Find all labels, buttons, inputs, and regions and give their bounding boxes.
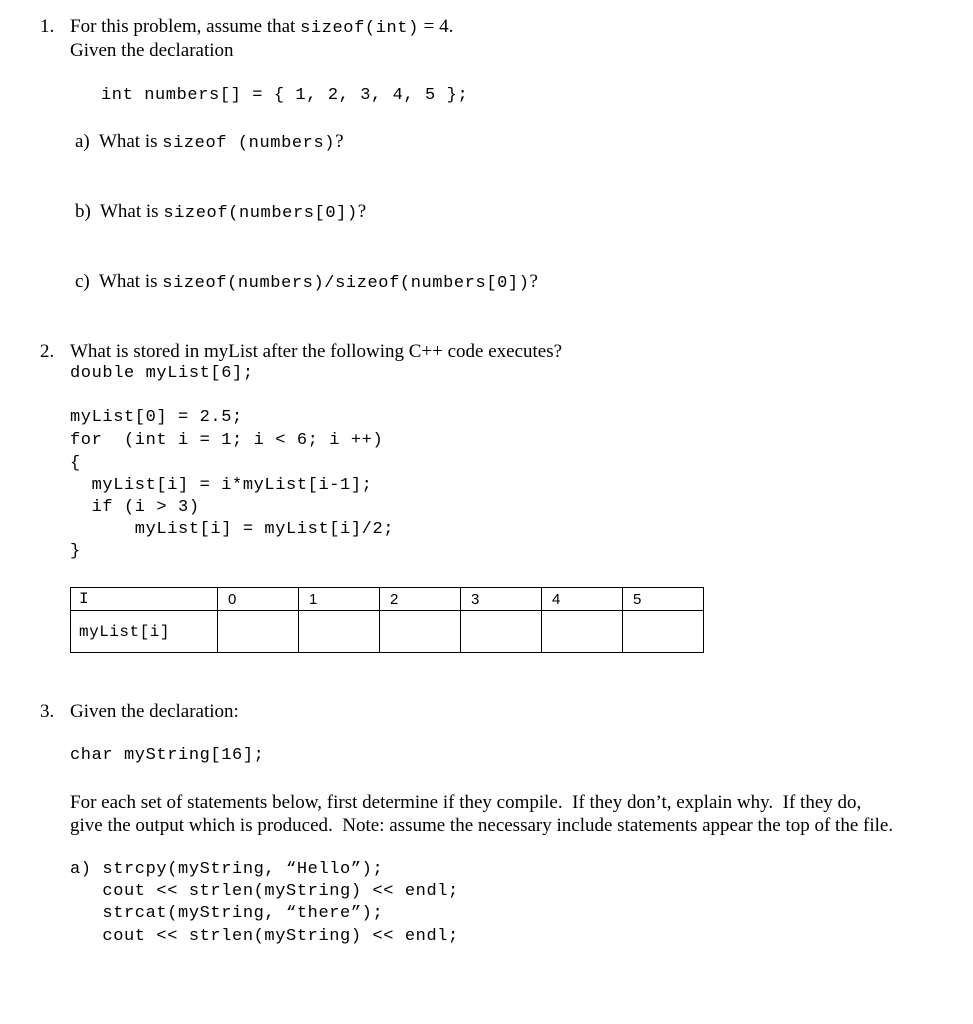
q3-number: 3. [40, 701, 55, 722]
q1-part-c [75, 271, 538, 295]
q1-c-code: sizeof(numbers)/sizeof(numbers[0]) [162, 274, 530, 293]
header-index: 3 [471, 590, 480, 608]
q2-code-line: } [70, 542, 81, 561]
header-index: 2 [390, 590, 399, 608]
q2-code-line: myList[0] = 2.5; [70, 408, 243, 427]
header-label-cell [71, 588, 218, 611]
q1-c-label: c) [75, 271, 90, 292]
q1-part-a [75, 131, 344, 155]
q1-b-code: sizeof(numbers[0]) [163, 204, 358, 223]
header-index-cell [461, 588, 542, 611]
header-index: 5 [633, 590, 642, 608]
q2-number: 2. [40, 341, 55, 362]
q3-code-line: strcat(myString, “there”); [70, 904, 384, 923]
header-index: 1 [309, 590, 318, 608]
q2-code-line: myList[i] = myList[i]/2; [70, 520, 395, 539]
q1-a-label: a) [75, 131, 90, 152]
q3-declaration: char myString[16]; [70, 746, 265, 765]
q3-code-line: cout << strlen(myString) << endl; [70, 882, 459, 901]
header-index-cell [299, 588, 380, 611]
q1-a-text: What is [98, 131, 163, 152]
q1-a-tail: ? [335, 131, 344, 152]
header-index: 4 [552, 590, 561, 608]
q3-instructions-line2: give the output which is produced. Note: assume the necessary include statements appear the top of the file. [70, 815, 894, 836]
row-label-cell [71, 611, 218, 653]
q1-line2: Given the declaration [70, 40, 234, 61]
header-index-cell [380, 588, 461, 611]
q1-a-code: sizeof (numbers) [162, 134, 336, 153]
answer-cell[interactable] [461, 611, 542, 653]
q2-code-line: myList[i] = i*myList[i-1]; [70, 476, 373, 495]
table-header-row [71, 588, 704, 611]
header-index-cell [218, 588, 299, 611]
q2-code-line: { [70, 454, 81, 473]
q1-part-b [75, 201, 366, 225]
q3-intro: Given the declaration: [70, 701, 239, 722]
q1-line1-code: sizeof(int) [300, 19, 419, 38]
q1-b-tail: ? [357, 201, 367, 222]
answer-cell[interactable] [623, 611, 704, 653]
q2-code-line: for (int i = 1; i < 6; i ++) [70, 431, 384, 450]
q1-line1-tail: = 4. [418, 16, 454, 37]
q2-code-line: if (i > 3) [70, 498, 200, 517]
header-index-cell [623, 588, 704, 611]
q1-b-text: What is [100, 201, 164, 222]
mylist-table [70, 587, 704, 653]
row-label: myList[i] [79, 622, 170, 641]
answer-cell[interactable] [218, 611, 299, 653]
answer-cell[interactable] [542, 611, 623, 653]
table-answer-row [71, 611, 704, 653]
header-index-cell [542, 588, 623, 611]
q2-code-line: double myList[6]; [70, 364, 254, 383]
answer-cell[interactable] [380, 611, 461, 653]
q1-b-label: b) [75, 201, 91, 222]
q1-line1-text: For this problem, assume that [70, 16, 301, 37]
q3-instructions-line1: For each set of statements below, first determine if they compile. If they don’t, explain why. If they do, [70, 792, 862, 813]
answer-cell[interactable] [299, 611, 380, 653]
q1-number: 1. [40, 16, 55, 37]
header-label: I [79, 590, 90, 608]
q1-c-tail: ? [529, 271, 538, 292]
q1-line1 [70, 16, 453, 40]
q1-declaration: int numbers[] = { 1, 2, 3, 4, 5 }; [101, 86, 469, 105]
q2-question: What is stored in myList after the following C++ code executes? [70, 341, 563, 362]
q3-code-line: a) strcpy(myString, “Hello”); [70, 860, 384, 879]
q1-c-text: What is [98, 271, 163, 292]
header-index: 0 [228, 590, 237, 608]
q3-code-line: cout << strlen(myString) << endl; [70, 927, 459, 946]
